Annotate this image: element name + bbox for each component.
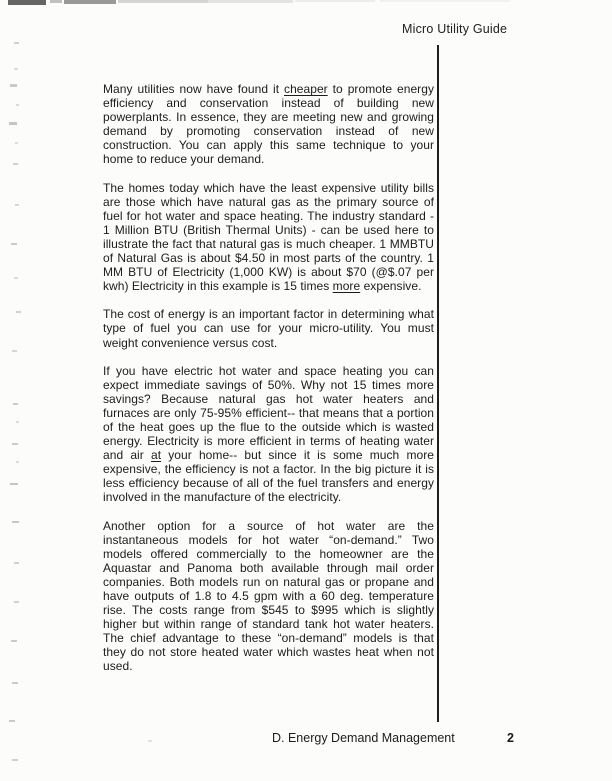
paragraph-electric-savings: [103, 364, 434, 505]
scan-speck: [12, 682, 18, 684]
scan-speck: [14, 68, 18, 70]
scan-smudge: [50, 0, 62, 3]
scan-speck: [14, 601, 19, 603]
scan-speck: [16, 421, 19, 423]
underlined-word: at: [150, 448, 162, 463]
scan-speck: [13, 403, 18, 405]
scan-smudge: [208, 0, 293, 3]
page-footer: [272, 731, 514, 745]
paragraph-on-demand-models: [103, 519, 434, 674]
paragraph-cost-of-energy: [103, 307, 434, 349]
scan-smudge: [8, 0, 46, 5]
scan-speck: [9, 720, 15, 722]
scan-speck: [16, 104, 19, 106]
paragraph-text: expensive.: [360, 279, 422, 294]
footer-page-number: 2: [507, 731, 514, 745]
paragraph-text: Many utilities now have found it: [103, 82, 285, 96]
scan-speck: [15, 204, 19, 206]
scan-speck: [14, 562, 19, 564]
scan-speck: [14, 42, 19, 44]
scan-speck: [16, 311, 21, 313]
scan-speck: [10, 84, 17, 87]
scan-speck: [12, 521, 19, 523]
scan-speck: [14, 277, 18, 279]
scan-speck: [12, 350, 17, 352]
paragraph-text: If you have electric hot water and space heating you can expect immediate savings of 50%. Why not 15 times more savings? Because natural gas hot water heaters and furnaces are only 75-95% efficient-- that means that a portion of the heat goes up the flue to the outside which is wasted energy. Electricity is more efficient in terms of heating water and air: [103, 363, 434, 463]
scan-speck: [13, 163, 18, 165]
scan-smudge: [295, 0, 375, 2]
scan-speck: [11, 243, 17, 245]
scan-speck: [16, 461, 19, 463]
underlined-word: cheaper: [284, 82, 328, 96]
scan-smudge: [64, 0, 116, 4]
page-header-title: Micro Utility Guide: [402, 22, 508, 36]
paragraph-utilities-cheaper: [103, 82, 434, 167]
footer-section-title: D. Energy Demand Management: [272, 731, 455, 745]
scan-speck: [12, 759, 18, 761]
margin-rule: [437, 45, 439, 722]
paragraph-text: to promote energy efficiency and conservation instead of building new powerplants. In essence, they are meeting new and growing demand by promoting conservation instead of new construction. You can apply this same technique to your home to reduce your demand.: [103, 82, 434, 167]
underlined-word: more: [332, 279, 361, 294]
scan-speck: [15, 142, 18, 144]
paragraph-text: your home-- but since it is some much more expensive, the efficiency is not a factor. In the big picture it is less efficiency because of all of the fuel transfers and energy involved in the manufacture of the electricity.: [103, 448, 434, 505]
scan-speck: [9, 122, 17, 125]
scan-smudge: [380, 0, 510, 2]
scan-speck: [148, 740, 152, 742]
scan-speck: [10, 483, 18, 485]
paragraph-natural-gas-cost: [103, 181, 434, 294]
scan-smudge: [118, 0, 208, 3]
scan-speck: [11, 640, 17, 642]
body-text: [103, 82, 434, 688]
paragraph-text: The cost of energy is an important factor in determining what type of fuel you can use for your micro-utility. You must weight convenience versus cost.: [103, 307, 434, 350]
paragraph-text: The homes today which have the least expensive utility bills are those which have natural gas as the primary source of fuel for hot water and space heating. The industry standard - 1 Million BTU (British Thermal Units) - can be used here to illustrate the fact that natural gas is much cheaper. 1 MMBTU of Natural Gas is about $4.50 in most parts of the country. 1 MM BTU of Electricity (1,000 KW) is about $70 (@$.07 per kwh) Electricity in this example is 15 times: [103, 180, 434, 294]
paragraph-text: Another option for a source of hot water are the instantaneous models for hot water “on-demand.” Two models offered commercially to the homeowner are the Aquastar and Panoma both available through mail order companies. Both models run on natural gas or propane and have outputs of 1.8 to 4.5 gpm with a 60 deg. temperature rise. The costs range from $545 to $995 which is slightly higher but within range of standard tank hot water heaters. The chief advantage to these “on-demand” models is that they do not store heated water which wastes heat when not used.: [103, 518, 434, 674]
scan-speck: [12, 443, 18, 445]
